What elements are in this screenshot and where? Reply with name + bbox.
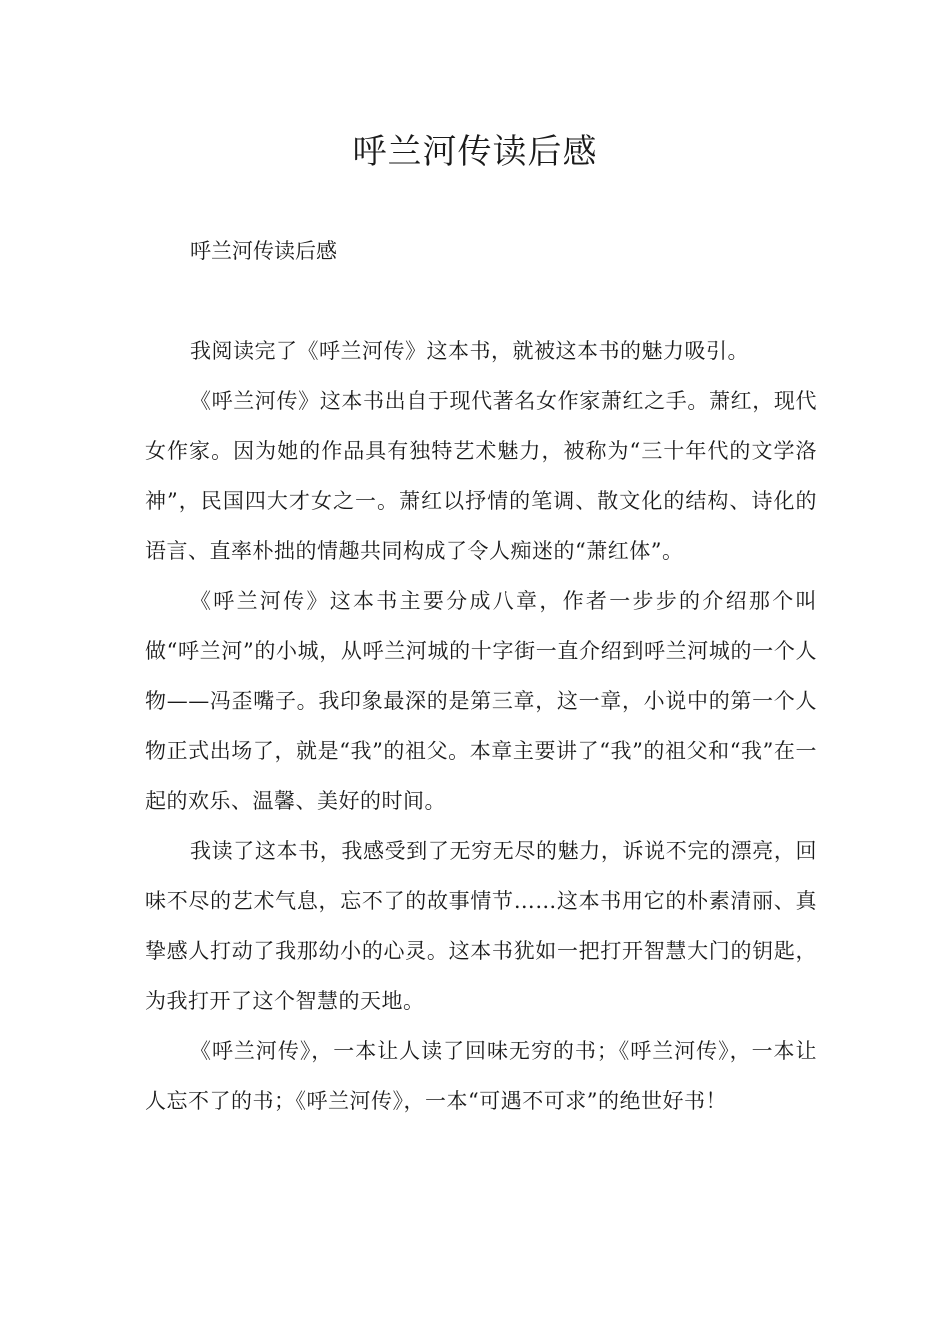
document-title: 呼兰河传读后感 (352, 132, 598, 172)
paragraph-3: 《呼兰河传》这本书主要分成八章，作者一步步的介绍那个叫做“呼兰河”的小城，从呼兰河城的十字街一直介绍到呼兰河城的一个人物——冯歪嘴子。我印象最深的是第三章，这一章，小说中的第一个人物正式出场了，就是“我”的祖父。本章主要讲了“我”的祖父和“我”在一起的欢乐、温馨、美好的时间。 (145, 589, 817, 813)
paragraph-5: 《呼兰河传》，一本让人读了回味无穷的书；《呼兰河传》，一本让人忘不了的书；《呼兰河传》，一本“可遇不可求”的绝世好书！ (145, 1039, 817, 1113)
document-subtitle: 呼兰河传读后感 (190, 239, 337, 263)
paragraph-1: 我阅读完了《呼兰河传》这本书，就被这本书的魅力吸引。 (190, 339, 749, 363)
paragraph-2: 《呼兰河传》这本书出自于现代著名女作家萧红之手。萧红，现代女作家。因为她的作品具有独特艺术魅力，被称为“三十年代的文学洛神”，民国四大才女之一。萧红以抒情的笔调、散文化的结构、诗化的语言、直率朴拙的情趣共同构成了令人痴迷的“萧红体”。 (145, 389, 817, 563)
paragraph-4: 我读了这本书，我感受到了无穷无尽的魅力，诉说不完的漂亮，回味不尽的艺术气息，忘不了的故事情节……这本书用它的朴素清丽、真挚感人打动了我那幼小的心灵。这本书犹如一把打开智慧大门的钥匙，为我打开了这个智慧的天地。 (145, 839, 817, 1013)
document-body (145, 326, 817, 1126)
